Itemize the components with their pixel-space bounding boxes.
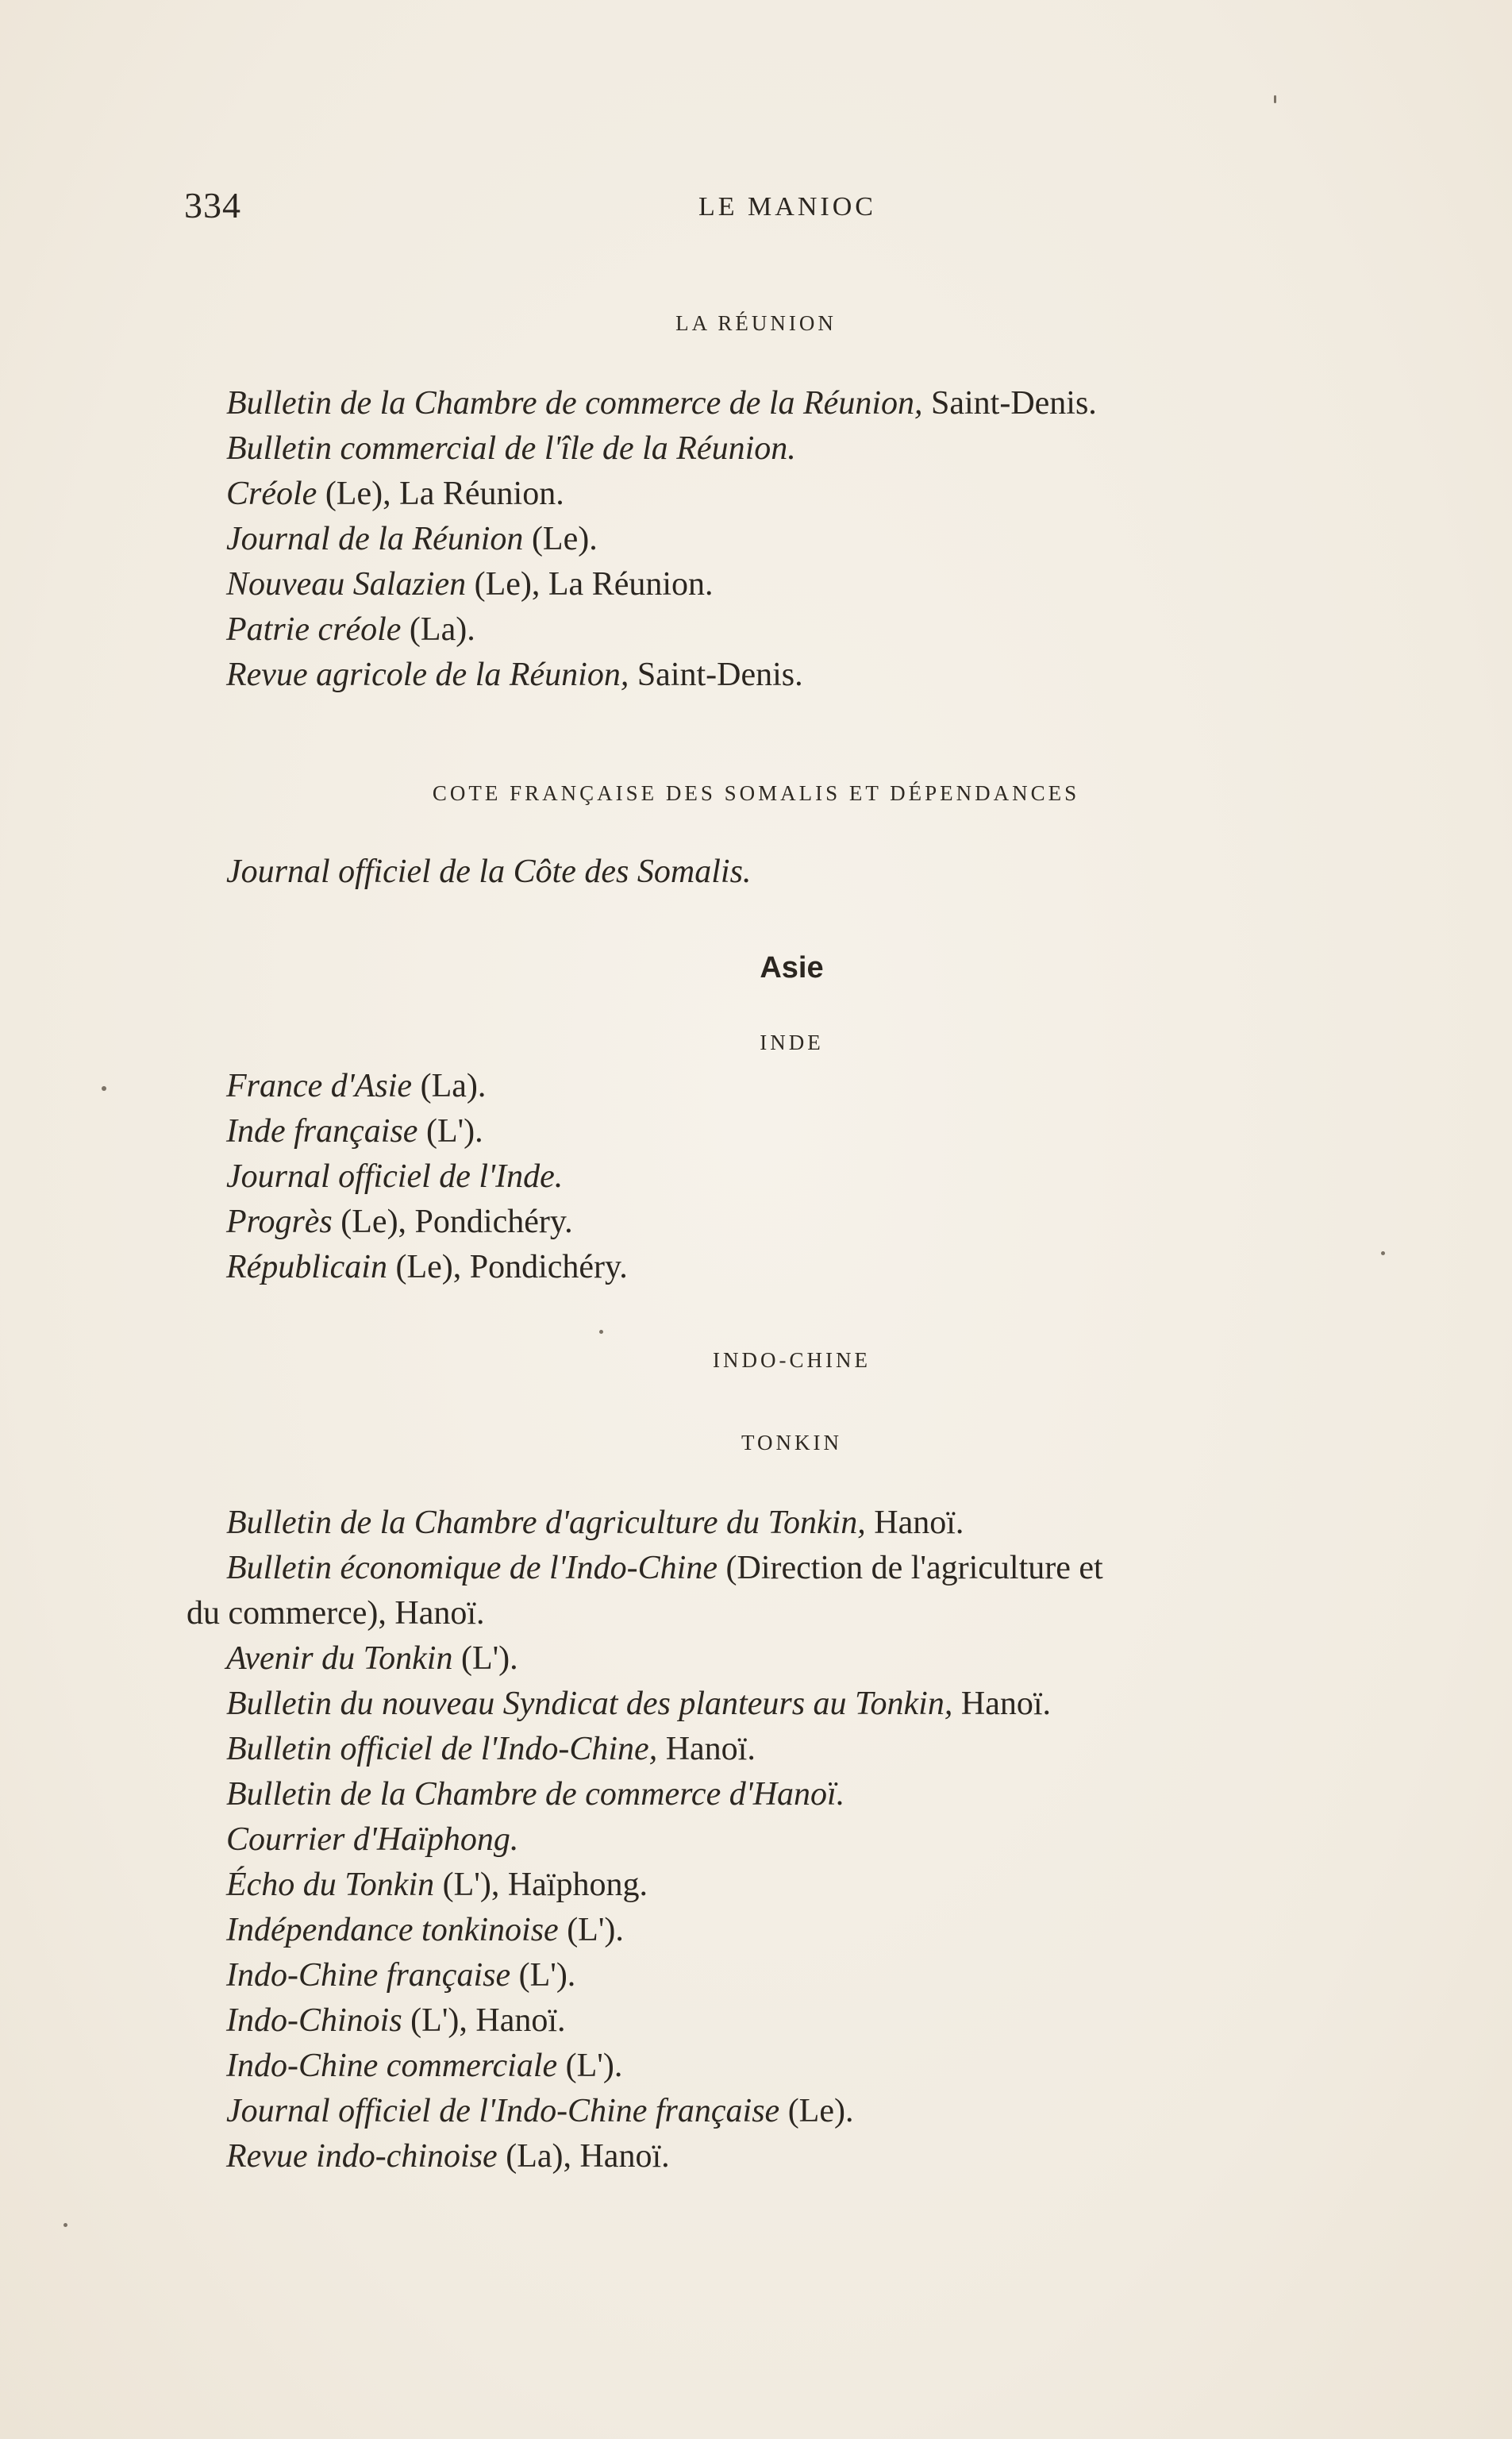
entry-inde-2 (226, 1109, 483, 1154)
entry-tonkin-10 (226, 1953, 575, 1998)
entry-tonkin-2-continued (187, 1591, 485, 1636)
entry-detail: (La). (412, 1068, 487, 1104)
entry-tonkin-3 (226, 1636, 518, 1681)
entry-title: Journal officiel de la Côte des Somalis. (226, 853, 752, 890)
entry-detail: du commerce), Hanoï. (187, 1595, 485, 1632)
entry-title: Revue agricole de la Réunion, (226, 657, 629, 693)
entry-title: Bulletin officiel de l'Indo-Chine, (226, 1731, 658, 1767)
entry-tonkin-9 (226, 1908, 624, 1952)
entry-title: France d'Asie (226, 1068, 413, 1104)
entry-title: Écho du Tonkin (226, 1867, 435, 1903)
entry-tonkin-8 (226, 1863, 648, 1907)
entry-detail: (Le), Pondichéry. (332, 1204, 573, 1240)
section-heading-tonkin: TONKIN (741, 1431, 842, 1455)
entry-tonkin-4 (226, 1682, 1051, 1726)
section-heading-reunion: LA RÉUNION (675, 311, 837, 335)
entry-somalis-1 (226, 850, 751, 894)
section-heading-somalis: COTE FRANÇAISE DES SOMALIS ET DÉPENDANCES (432, 781, 1080, 805)
entry-detail: (L'). (557, 2048, 623, 2084)
entry-reunion-3 (226, 472, 564, 516)
entry-reunion-1 (226, 381, 1097, 426)
entry-tonkin-12 (226, 2044, 622, 2088)
entry-title: Inde française (226, 1113, 418, 1150)
entry-title: Journal officiel de l'Indo-Chine française (226, 2093, 780, 2129)
paper-speck (63, 2223, 67, 2227)
entry-title: Indo-Chine commerciale (226, 2048, 558, 2084)
entry-detail: (Le), La Réunion. (317, 476, 564, 512)
entry-reunion-2 (226, 426, 796, 471)
entry-title: Patrie créole (226, 611, 402, 648)
entry-tonkin-5 (226, 1727, 756, 1771)
entry-detail: (L'), Haïphong. (434, 1867, 648, 1903)
paper-speck (1381, 1251, 1385, 1255)
entry-title: Bulletin de la Chambre de commerce de la Réunion, (226, 385, 923, 422)
entry-title: Créole (226, 476, 317, 512)
entry-inde-5 (226, 1245, 628, 1289)
entry-title: Avenir du Tonkin (226, 1640, 453, 1677)
entry-detail: (L'). (417, 1113, 483, 1150)
paper-speck (599, 1330, 603, 1334)
entry-title: Journal de la Réunion (226, 521, 524, 557)
entry-detail: Hanoï. (952, 1686, 1052, 1722)
entry-title: Bulletin de la Chambre d'agriculture du Tonkin, (226, 1505, 866, 1541)
entry-detail: Saint-Denis. (629, 657, 803, 693)
entry-title: Bulletin commercial de l'île de la Réunion. (226, 430, 796, 467)
entry-reunion-7 (226, 653, 803, 697)
paper-speck (102, 1086, 106, 1091)
entry-detail: (L'). (510, 1957, 576, 1994)
page-number: 334 (184, 185, 241, 225)
entry-detail: (Direction de l'agriculture et (718, 1550, 1103, 1586)
region-heading-asie: Asie (760, 951, 824, 984)
entry-tonkin-13 (226, 2089, 853, 2133)
entry-detail: (L'), Hanoï. (402, 2002, 566, 2039)
entry-detail: Saint-Denis. (922, 385, 1097, 422)
entry-tonkin-7 (226, 1817, 518, 1862)
running-title: LE MANIOC (698, 192, 876, 222)
entry-detail: (Le), Pondichéry. (387, 1249, 628, 1285)
entry-title: Bulletin de la Chambre de commerce d'Hanoï. (226, 1776, 845, 1813)
entry-title: Journal officiel de l'Inde. (226, 1158, 564, 1195)
entry-reunion-5 (226, 562, 714, 607)
entry-inde-3 (226, 1154, 563, 1199)
entry-title: Indépendance tonkinoise (226, 1912, 559, 1948)
entry-title: Bulletin économique de l'Indo-Chine (226, 1550, 718, 1586)
entry-tonkin-6 (226, 1772, 844, 1817)
entry-title: Nouveau Salazien (226, 566, 467, 603)
entry-tonkin-14 (226, 2134, 670, 2179)
entry-detail: Hanoï. (865, 1505, 964, 1541)
entry-title: Courrier d'Haïphong. (226, 1821, 519, 1858)
entry-inde-4 (226, 1200, 573, 1244)
entry-title: Bulletin du nouveau Syndicat des planteurs au Tonkin, (226, 1686, 953, 1722)
entry-title: Progrès (226, 1204, 333, 1240)
entry-reunion-6 (226, 607, 475, 652)
entry-title: Indo-Chine française (226, 1957, 511, 1994)
entry-title: Revue indo-chinoise (226, 2138, 498, 2175)
entry-detail: (L'). (558, 1912, 624, 1948)
entry-title: Républicain (226, 1249, 387, 1285)
section-heading-inde: INDE (760, 1031, 824, 1054)
entry-detail: (L'). (452, 1640, 518, 1677)
paper-speck (1274, 95, 1276, 103)
entry-reunion-4 (226, 517, 598, 561)
entry-inde-1 (226, 1064, 486, 1108)
entry-tonkin-11 (226, 1998, 566, 2043)
entry-title: Indo-Chinois (226, 2002, 402, 2039)
entry-tonkin-2 (226, 1546, 1103, 1590)
entry-detail: (La). (401, 611, 475, 648)
entry-detail: (Le). (523, 521, 598, 557)
entry-detail: (La), Hanoï. (497, 2138, 670, 2175)
entry-detail: Hanoï. (657, 1731, 756, 1767)
entry-detail: (Le). (779, 2093, 854, 2129)
section-heading-indochine: INDO-CHINE (713, 1348, 871, 1372)
entry-detail: (Le), La Réunion. (466, 566, 714, 603)
entry-tonkin-1 (226, 1501, 964, 1545)
